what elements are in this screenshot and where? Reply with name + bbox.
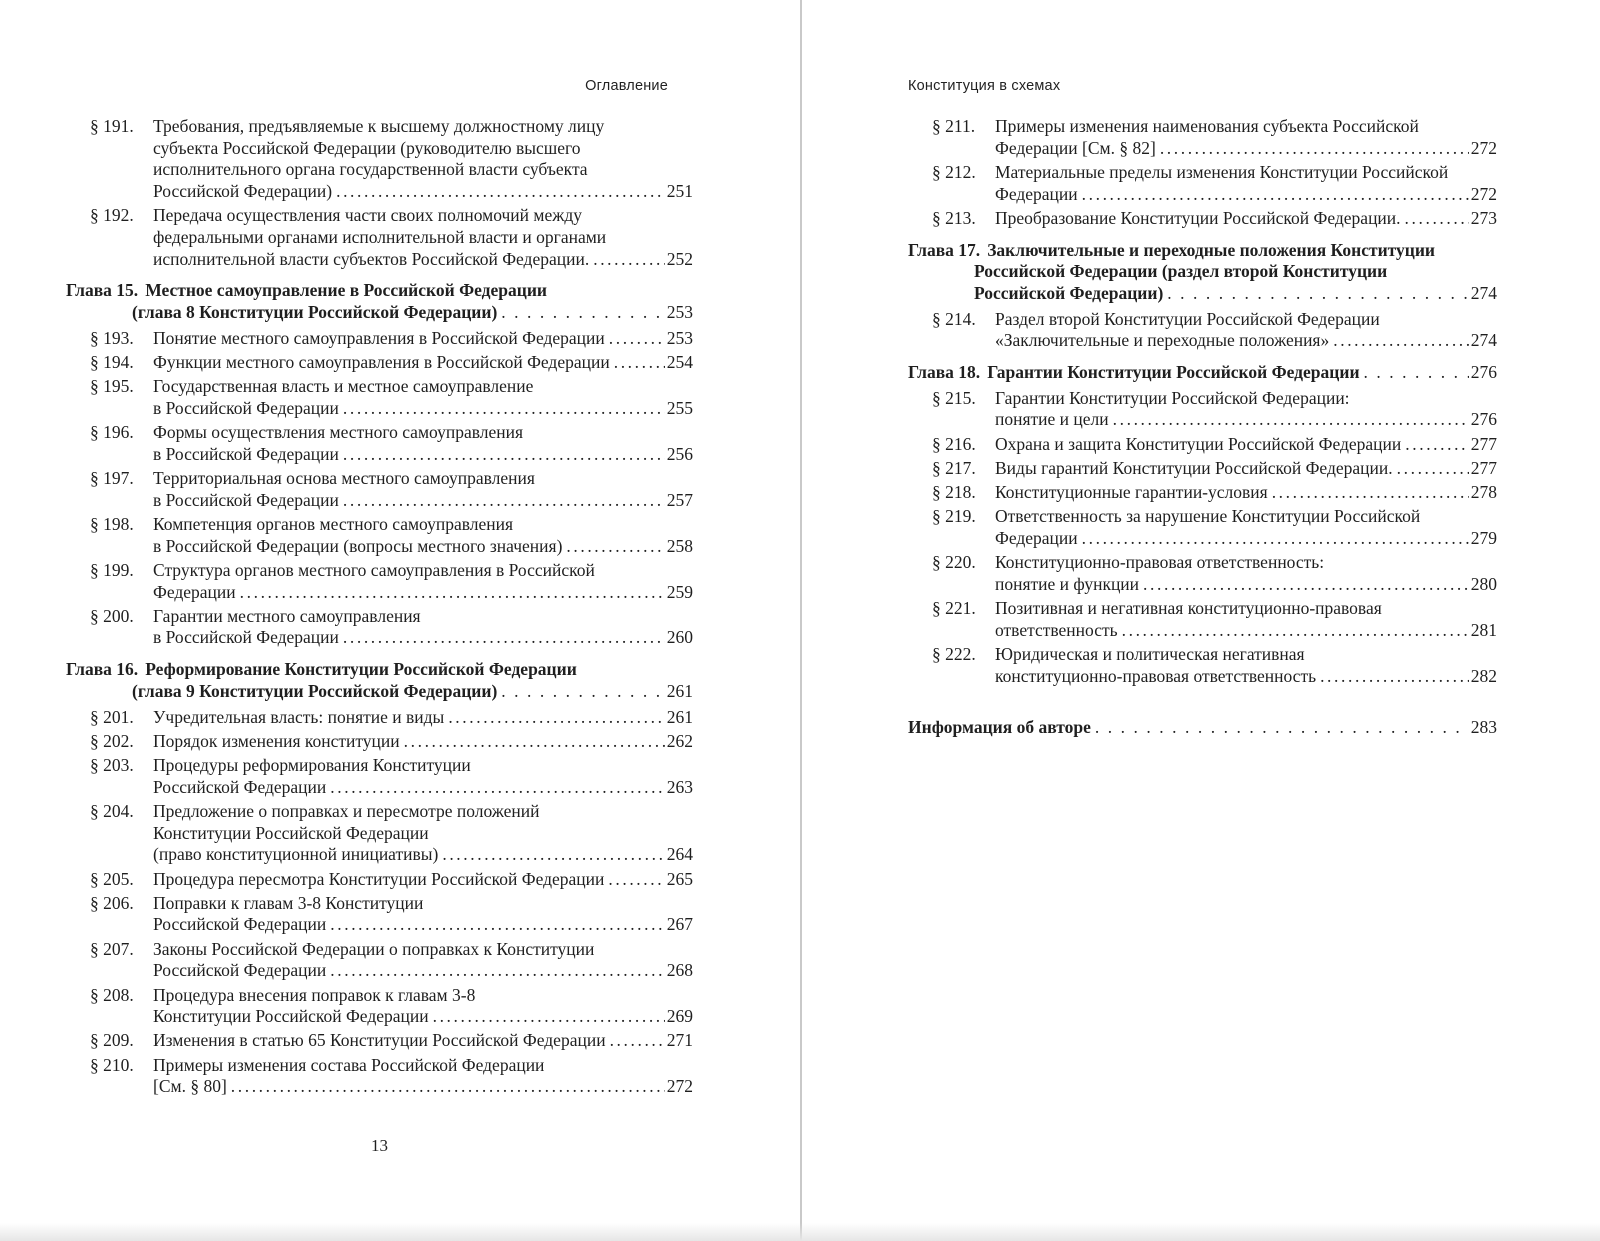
toc-page-number: 253 (666, 302, 693, 323)
toc-item-label: § 221. (932, 598, 976, 619)
toc-page-number: 264 (666, 844, 693, 865)
toc-item-label: Глава 17. (908, 239, 981, 260)
toc-entry (908, 116, 1497, 159)
toc-item-text: Российской Федерации) (974, 282, 1164, 303)
toc-line (66, 280, 693, 302)
toc-page-number: 271 (666, 1030, 693, 1051)
toc-line (932, 330, 1497, 352)
toc-line (932, 184, 1497, 206)
toc-line (932, 309, 1497, 331)
dot-leader (1364, 362, 1469, 384)
dot-leader (1320, 666, 1469, 688)
toc-page-number: 276 (1470, 362, 1497, 383)
toc-item-text: Раздел второй Конституции Российской Федерации (995, 308, 1380, 329)
dot-leader (448, 707, 664, 729)
toc-item-text: Функции местного самоуправления в Российской Федерации (153, 352, 610, 373)
toc-line (932, 620, 1497, 642)
toc-line (932, 388, 1497, 410)
toc-entry (908, 552, 1497, 595)
toc-line (90, 444, 693, 466)
dot-leader (614, 352, 665, 374)
toc-entry (66, 1055, 693, 1098)
toc-line (90, 227, 693, 249)
toc-line (932, 162, 1497, 184)
toc-entry (66, 1030, 693, 1052)
toc-entry (66, 606, 693, 649)
dot-leader (1160, 138, 1469, 160)
toc-line (90, 801, 693, 823)
toc-item-label: § 194. (90, 352, 134, 373)
toc-line (90, 376, 693, 398)
toc-page-number: 279 (1470, 527, 1497, 548)
toc-page-number: 281 (1470, 619, 1497, 640)
toc-line (66, 659, 693, 681)
toc-entry (908, 598, 1497, 641)
toc-item-text: Российской Федерации (153, 776, 327, 797)
toc-line (90, 138, 693, 160)
toc-page-number: 274 (1470, 330, 1497, 351)
toc-item-text: Формы осуществления местного самоуправления (153, 422, 524, 443)
toc-line (932, 666, 1497, 688)
toc-line (908, 240, 1497, 262)
toc-page-number: 253 (666, 327, 693, 348)
toc-line (90, 627, 693, 649)
toc-entry (66, 755, 693, 798)
dot-leader (1405, 208, 1469, 230)
toc-entry (66, 422, 693, 465)
toc-item-text: (глава 8 Конституции Российской Федерации) (132, 302, 498, 323)
toc-item-text: Федерации (995, 183, 1078, 204)
toc-item-text: Реформирование Конституции Российской Федерации (145, 659, 577, 680)
toc-line (90, 777, 693, 799)
toc-line (90, 1076, 693, 1098)
toc-item-label: § 204. (90, 800, 134, 821)
toc-line (90, 844, 693, 866)
toc-line (90, 823, 693, 845)
toc-entry (908, 458, 1497, 480)
toc-item-text: федеральными органами исполнительной власти и органами (153, 227, 607, 248)
toc-item-label: § 202. (90, 730, 134, 751)
toc-line (908, 717, 1497, 739)
toc-item-text: в Российской Федерации (вопросы местного значения) (153, 535, 563, 556)
dot-leader (609, 328, 665, 350)
toc-item-label: § 196. (90, 422, 134, 443)
toc-entry (66, 893, 693, 936)
toc-entry (66, 352, 693, 374)
toc-item-text: Информация об авторе (908, 717, 1091, 738)
dot-leader (442, 844, 664, 866)
toc-page-number: 277 (1470, 433, 1497, 454)
toc-item-label: § 215. (932, 387, 976, 408)
toc-item-label: Глава 18. (908, 362, 981, 383)
toc-entry (66, 869, 693, 891)
running-header-left: Оглавление (585, 78, 668, 94)
toc-line (908, 283, 1497, 305)
toc-item-text: Процедура пересмотра Конституции Российской Федерации (153, 868, 605, 889)
dot-leader (404, 731, 665, 753)
toc-line (932, 506, 1497, 528)
toc-item-text: Изменения в статью 65 Конституции Российской Федерации (153, 1030, 606, 1051)
toc-item-label: § 201. (90, 706, 134, 727)
toc-line (932, 574, 1497, 596)
toc-item-text: Примеры изменения наименования субъекта Российской (995, 116, 1419, 136)
toc-item-text: Конституции Российской Федерации (153, 822, 429, 843)
toc-item-text: Российской Федерации (153, 960, 327, 981)
toc-item-text: Процедура внесения поправок к главам 3-8 (153, 984, 476, 1005)
toc-line (90, 328, 693, 350)
toc-page-number: 263 (666, 776, 693, 797)
dot-leader (231, 1076, 665, 1098)
bottom-edge-shade (0, 1223, 1600, 1241)
toc-page-number: 261 (666, 680, 693, 701)
toc-item-text: в Российской Федерации (153, 443, 339, 464)
toc-line (90, 398, 693, 420)
toc-entry (908, 644, 1497, 687)
toc-entry (66, 328, 693, 350)
toc-page-number: 277 (1470, 457, 1497, 478)
toc-item-label: § 206. (90, 892, 134, 913)
toc-line (908, 362, 1497, 384)
toc-item-text: Виды гарантий Конституции Российской Федерации. (995, 457, 1393, 478)
toc-entry (908, 309, 1497, 352)
toc-item-text: исполнительной власти субъектов Российской Федерации. (153, 248, 590, 269)
toc-item-text: Федерации (995, 527, 1078, 548)
toc-item-label: § 195. (90, 376, 134, 397)
toc-item-text: Передача осуществления части своих полномочий между (153, 205, 582, 226)
toc-entry (66, 731, 693, 753)
toc-item-text: Предложение о поправках и пересмотре положений (153, 800, 540, 821)
toc-page-number: 262 (666, 730, 693, 751)
toc-item-text: Территориальная основа местного самоуправления (153, 468, 535, 489)
toc-line (90, 893, 693, 915)
toc-item-text: [См. § 80] (153, 1076, 227, 1097)
toc-line (90, 869, 693, 891)
toc-page-number: 272 (1470, 137, 1497, 158)
toc-item-text: понятие и функции (995, 573, 1140, 594)
toc-entry (908, 482, 1497, 504)
toc-entry (66, 707, 693, 729)
toc-item-text: Материальные пределы изменения Конституции Российской (995, 161, 1449, 182)
toc-item-text: Учредительная власть: понятие и виды (153, 706, 445, 727)
toc-page-number: 273 (1470, 207, 1497, 228)
toc-page-number: 265 (666, 868, 693, 889)
toc-line (90, 352, 693, 374)
toc-item-text: в Российской Федерации (153, 489, 339, 510)
toc-item-text: Заключительные и переходные положения Конституции (987, 239, 1436, 260)
toc-page-number: 251 (666, 181, 693, 202)
toc-line (66, 302, 693, 324)
toc-entry (66, 985, 693, 1028)
toc-entry (908, 506, 1497, 549)
page-divider (800, 0, 802, 1241)
toc-item-text: в Российской Федерации (153, 627, 339, 648)
toc-item-text: ответственность (995, 619, 1118, 640)
toc-item-text: Преобразование Конституции Российской Федерации. (995, 207, 1401, 228)
toc-page-number: 258 (666, 535, 693, 556)
toc-item-text: Российской Федерации) (153, 181, 333, 202)
toc-item-text: Федерации [См. § 82] (995, 137, 1156, 158)
dot-leader (343, 627, 665, 649)
toc-entry (66, 801, 693, 866)
toc-line (90, 985, 693, 1007)
dot-leader (330, 777, 664, 799)
dot-leader (566, 536, 664, 558)
toc-page-number: 280 (1470, 573, 1497, 594)
toc-line (932, 644, 1497, 666)
toc-item-text: Порядок изменения конституции (153, 730, 400, 751)
toc-item-text: Охрана и защита Конституции Российской Федерации (995, 433, 1402, 454)
toc-item-label: § 192. (90, 205, 134, 226)
toc-item-label: Глава 16. (66, 659, 139, 680)
toc-line (932, 138, 1497, 160)
toc-page-number: 274 (1470, 282, 1497, 303)
toc-item-label: § 210. (90, 1054, 134, 1075)
toc-chapter (908, 362, 1497, 384)
toc-line (90, 116, 693, 138)
dot-leader (433, 1006, 665, 1028)
toc-item-text: субъекта Российской Федерации (руководителю высшего (153, 137, 581, 158)
toc-item-label: § 197. (90, 468, 134, 489)
dot-leader (501, 681, 664, 703)
dot-leader (593, 249, 665, 271)
toc-page-number: 257 (666, 489, 693, 510)
toc-item-label: § 193. (90, 327, 134, 348)
toc-item-text: Местное самоуправление в Российской Федерации (145, 280, 548, 301)
dot-leader (343, 444, 665, 466)
toc-entry (66, 205, 693, 270)
toc-line (932, 458, 1497, 480)
toc-item-label: § 191. (90, 116, 134, 136)
toc-page-number: 276 (1470, 409, 1497, 430)
dot-leader (1333, 330, 1469, 352)
dot-leader (501, 302, 664, 324)
toc-entry (908, 162, 1497, 205)
toc-item-text: Гарантии Конституции Российской Федерации (987, 362, 1360, 383)
toc-item-label: § 211. (932, 116, 976, 136)
dot-leader (330, 960, 664, 982)
toc-item-text: Юридическая и политическая негативная (995, 643, 1305, 664)
toc-line (90, 560, 693, 582)
toc-item-text: Российской Федерации (153, 914, 327, 935)
toc-line (908, 261, 1497, 283)
toc-page-number: 267 (666, 914, 693, 935)
toc-item-text: Государственная власть и местное самоуправление (153, 376, 534, 397)
toc-page-number: 278 (1470, 482, 1497, 503)
toc-item-text: конституционно-правовая ответственность (995, 665, 1317, 686)
toc-item-label: § 222. (932, 643, 976, 664)
toc-item-text: Требования, предъявляемые к высшему должностному лицу (153, 116, 605, 136)
toc-line (90, 606, 693, 628)
dot-leader (336, 181, 665, 203)
toc-item-label: § 209. (90, 1030, 134, 1051)
dot-leader (1095, 717, 1469, 739)
dot-leader (1167, 283, 1468, 305)
toc-item-label: § 214. (932, 308, 976, 329)
toc-page-number: 252 (666, 248, 693, 269)
toc-line (90, 731, 693, 753)
toc-item-label: § 200. (90, 605, 134, 626)
dot-leader (1122, 620, 1469, 642)
toc-line (90, 249, 693, 271)
toc-entry (908, 434, 1497, 456)
toc-chapter (66, 280, 693, 323)
running-header-right: Конституция в схемах (908, 78, 1061, 94)
toc-item-text: Ответственность за нарушение Конституции Российской (995, 506, 1421, 527)
toc-page-number: 282 (1470, 665, 1497, 686)
toc-item-label: § 219. (932, 506, 976, 527)
toc-line (90, 960, 693, 982)
toc-item-text: Конституционные гарантии-условия (995, 482, 1268, 503)
toc-item-label: § 212. (932, 161, 976, 182)
toc-item-text: «Заключительные и переходные положения» (995, 330, 1330, 351)
toc-line (932, 482, 1497, 504)
toc-item-label: § 205. (90, 868, 134, 889)
toc-item-text: Законы Российской Федерации о поправках к Конституции (153, 938, 595, 959)
dot-leader (343, 490, 665, 512)
toc-item-label: § 216. (932, 433, 976, 454)
toc-page-number: 268 (666, 960, 693, 981)
toc-item-label: § 213. (932, 207, 976, 228)
toc-entry (908, 388, 1497, 431)
dot-leader (1082, 528, 1469, 550)
toc-page-number: 255 (666, 397, 693, 418)
page-number-left: 13 (371, 1136, 388, 1155)
dot-leader (608, 869, 664, 891)
toc-line (90, 205, 693, 227)
toc-entry (908, 208, 1497, 230)
toc-line (932, 434, 1497, 456)
toc-item-text: Гарантии местного самоуправления (153, 605, 421, 626)
dot-leader (330, 914, 664, 936)
toc-column-left (66, 116, 693, 1101)
toc-line (90, 582, 693, 604)
toc-line (932, 208, 1497, 230)
toc-entry (66, 116, 693, 203)
toc-item-text: (право конституционной инициативы) (153, 844, 439, 865)
toc-line (90, 159, 693, 181)
toc-line (932, 528, 1497, 550)
toc-item-text: Компетенция органов местного самоуправления (153, 513, 514, 534)
dot-leader (1113, 409, 1469, 431)
toc-line (932, 598, 1497, 620)
toc-line (90, 514, 693, 536)
toc-chapter (908, 240, 1497, 305)
toc-item-text: понятие и цели (995, 409, 1109, 430)
toc-item-text: Структура органов местного самоуправления в Российской (153, 559, 595, 580)
toc-item-text: (глава 9 Конституции Российской Федерации) (132, 680, 498, 701)
toc-item-text: Поправки к главам 3-8 Конституции (153, 892, 424, 913)
dot-leader (1082, 184, 1469, 206)
toc-line (90, 1030, 693, 1052)
toc-item-label: § 218. (932, 482, 976, 503)
toc-item-text: Примеры изменения состава Российской Федерации (153, 1054, 545, 1075)
toc-item-text: Федерации (153, 581, 236, 602)
toc-line (90, 490, 693, 512)
toc-page-number: 259 (666, 581, 693, 602)
dot-leader (240, 582, 665, 604)
toc-item-text: Российской Федерации (раздел второй Конституции (974, 261, 1388, 282)
toc-item-text: в Российской Федерации (153, 397, 339, 418)
toc-item-label: § 203. (90, 754, 134, 775)
toc-line (90, 181, 693, 203)
toc-line (90, 1055, 693, 1077)
toc-entry (66, 939, 693, 982)
dot-leader (610, 1030, 665, 1052)
toc-entry (66, 514, 693, 557)
toc-info-entry (908, 717, 1497, 739)
toc-line (932, 116, 1497, 138)
toc-line (90, 914, 693, 936)
toc-item-label: § 199. (90, 559, 134, 580)
toc-item-label: § 217. (932, 457, 976, 478)
toc-item-text: исполнительного органа государственной власти субъекта (153, 159, 588, 180)
toc-line (90, 422, 693, 444)
toc-item-text: Конституции Российской Федерации (153, 1006, 429, 1027)
toc-line (932, 552, 1497, 574)
toc-line (90, 536, 693, 558)
toc-page-number: 254 (666, 352, 693, 373)
toc-item-text: Конституционно-правовая ответственность: (995, 552, 1325, 573)
dot-leader (1272, 482, 1469, 504)
toc-item-text: Позитивная и негативная конституционно-правовая (995, 598, 1382, 619)
toc-chapter (66, 659, 693, 702)
toc-page-number: 261 (666, 706, 693, 727)
toc-page-number: 260 (666, 627, 693, 648)
toc-page-number: 272 (1470, 183, 1497, 204)
toc-line (90, 755, 693, 777)
dot-leader (1397, 458, 1469, 480)
dot-leader (1405, 434, 1468, 456)
toc-line (932, 409, 1497, 431)
toc-item-label: § 207. (90, 938, 134, 959)
toc-line (90, 707, 693, 729)
toc-page-number: 269 (666, 1006, 693, 1027)
toc-line (90, 468, 693, 490)
dot-leader (1143, 574, 1469, 596)
toc-line (90, 1006, 693, 1028)
toc-line (66, 681, 693, 703)
toc-item-text: Процедуры реформирования Конституции (153, 754, 471, 775)
dot-leader (343, 398, 665, 420)
toc-item-label: § 198. (90, 513, 134, 534)
toc-entry (66, 468, 693, 511)
toc-page-number: 272 (666, 1076, 693, 1097)
toc-page-number: 256 (666, 443, 693, 464)
toc-entry (66, 376, 693, 419)
toc-item-text: Понятие местного самоуправления в Российской Федерации (153, 327, 605, 348)
toc-item-label: § 220. (932, 552, 976, 573)
toc-item-label: Глава 15. (66, 280, 139, 301)
toc-column-right (908, 116, 1497, 742)
toc-page-number: 283 (1470, 717, 1497, 738)
toc-item-text: Гарантии Конституции Российской Федерации: (995, 387, 1350, 408)
toc-entry (66, 560, 693, 603)
toc-item-label: § 208. (90, 984, 134, 1005)
toc-line (90, 939, 693, 961)
